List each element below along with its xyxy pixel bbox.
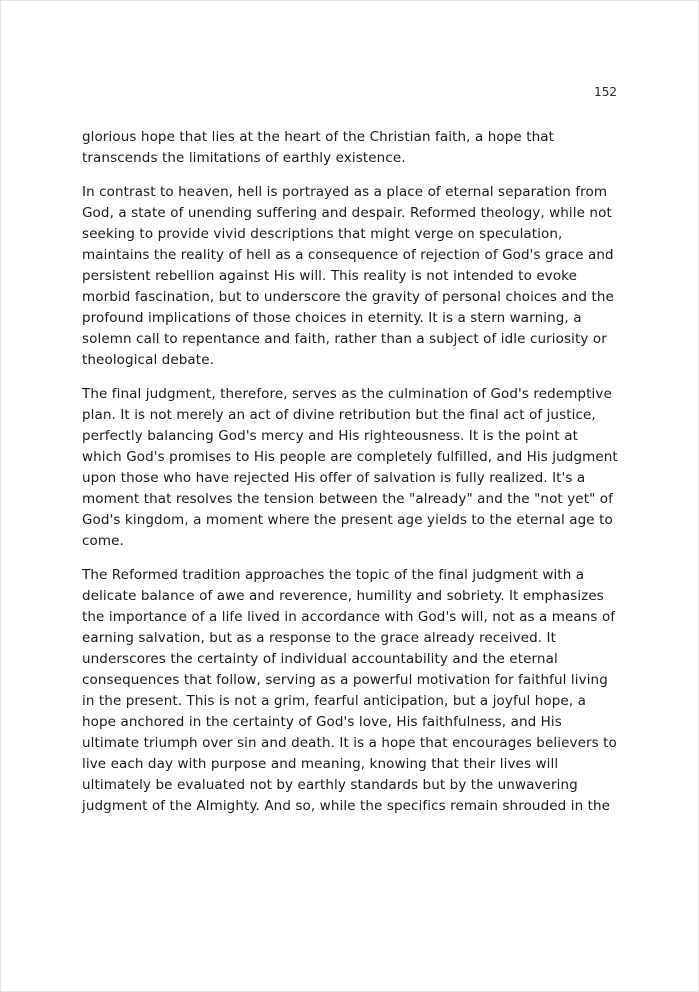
paragraph: The final judgment, therefore, serves as the culmination of God's redemptive plan. It is not merely an act of divine retribution but the final act of justice, perfectly balancing God's mercy and His righteousness. It is the point at which God's promises to His people are completely fulfilled, and His judgment upon those who have rejected His offer of salvation is fully realized. It's a moment that resolves the tension between the "already" and the "not yet" of God's kingdom, a moment where the present age yields to the eternal age to come. bbox=[82, 386, 618, 549]
paragraph: In contrast to heaven, hell is portrayed as a place of eternal separation from God, a state of unending suffering and despair. Reformed theology, while not seeking to provide vivid descriptions that might verge on speculation, maintains the reality of hell as a consequence of rejection of God's grace and persistent rebellion against His will. This reality is not intended to evoke morbid fascination, but to underscore the gravity of personal choices and the profound implications of those choices in eternity. It is a stern warning, a solemn call to repentance and faith, rather than a subject of idle curiosity or theological debate. bbox=[82, 184, 614, 368]
paragraph: glorious hope that lies at the heart of the Christian faith, a hope that transcends the limitations of earthly existence. bbox=[82, 129, 555, 166]
page-number: 152 bbox=[594, 85, 617, 99]
page-content bbox=[82, 127, 619, 830]
paragraph: The Reformed tradition approaches the topic of the final judgment with a delicate balance of awe and reverence, humility and sobriety. It emphasizes the importance of a life lived in accordance with God's will, not as a means of earning salvation, but as a response to the grace already received. It underscores the certainty of individual accountability and the eternal consequences that follow, serving as a powerful motivation for faithful living in the present. This is not a grim, fearful anticipation, but a joyful hope, a hope anchored in the certainty of God's love, His faithfulness, and His ultimate triumph over sin and death. It is a hope that encourages believers to live each day with purpose and meaning, knowing that their lives will ultimately be evaluated not by earthly standards but by the unwavering judgment of the Almighty. And so, while the specifics remain shrouded in the bbox=[82, 567, 617, 814]
